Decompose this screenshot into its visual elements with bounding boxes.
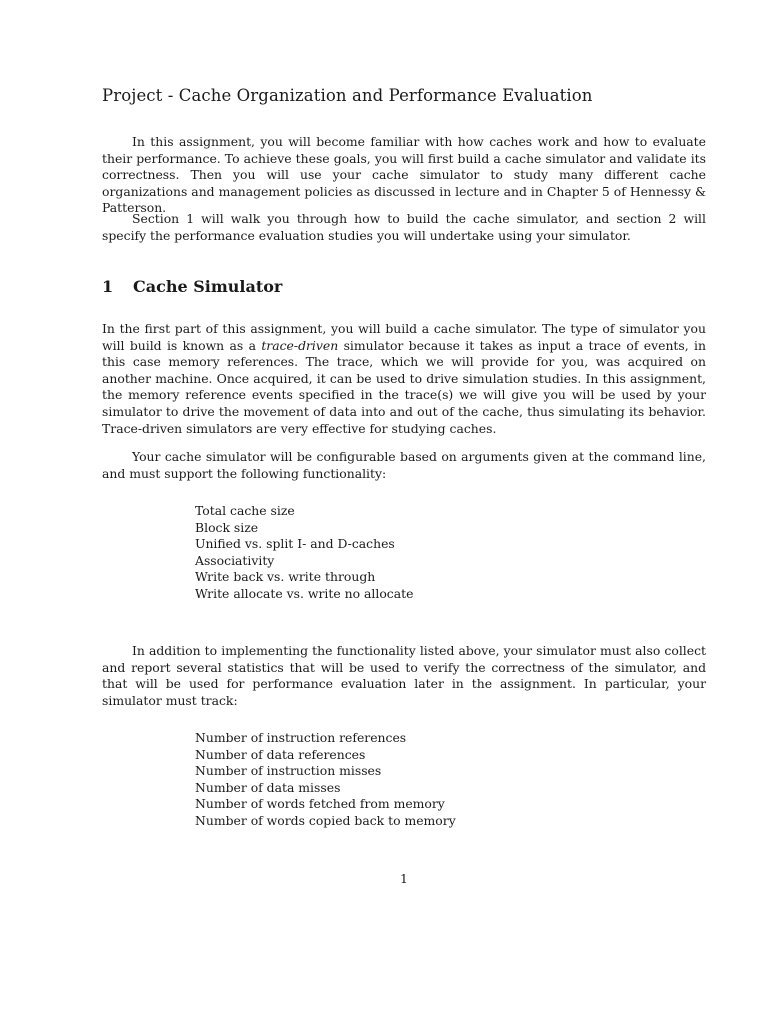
list-item: Number of instruction references	[195, 730, 407, 745]
paragraph-text: In the first part of this assignment, you will build a cache simulator. The type of simulator you will build is known as a	[102, 321, 706, 353]
body-paragraph: Your cache simulator will be configurable based on arguments given at the command line, and must support the following functionality:	[102, 449, 706, 481]
intro-paragraph: In this assignment, you will become familiar with how caches work and how to evaluate their performance. To achieve these goals, you will first build a cache simulator and validate its correctness. Then you will use your cache simulator to study many different cache organizations and management policies as discussed in lecture and in Chapter 5 of Hennessy & Patterson.	[102, 134, 706, 216]
body-paragraph: In addition to implementing the functionality listed above, your simulator must also collect and report several statistics that will be used to verify the correctness of the simulator, and that will be used for performance evaluation later in the assignment. In particular, your simulator must track:	[102, 643, 706, 708]
list-item: Number of words fetched from memory	[195, 796, 445, 812]
intro-paragraph: Section 1 will walk you through how to build the cache simulator, and section 2 will specify the performance evaluation studies you will undertake using your simulator.	[102, 211, 706, 243]
list-item: Associativity	[195, 552, 275, 568]
list-item: Block size	[195, 519, 259, 535]
list-item: Write back vs. write through	[195, 569, 376, 585]
list-item: Unified vs. split I- and D-caches	[195, 536, 395, 552]
emphasis-text: trace-driven	[261, 337, 339, 353]
list-item: Number of data misses	[195, 779, 341, 795]
page-number: 1	[400, 871, 408, 886]
document-page	[102, 0, 706, 1024]
list-item: Total cache size	[195, 503, 295, 518]
list-item: Number of data references	[195, 746, 366, 762]
section-heading	[102, 277, 282, 296]
paragraph-text: simulator because it takes as input a trace of events, in this case memory references. The trace, which we will provide for you, was acquired on another machine. Once acquired, it can be used to drive simulation studies. In this assignment, the memory reference events specified in the trace(s) we will give you will be used by your simulator to drive the movement of data into and out of the cache, thus simulating its behavior. Trace-driven simulators are very effective for studying caches.	[102, 337, 706, 436]
document-title: Project - Cache Organization and Performance Evaluation	[102, 86, 593, 105]
body-paragraph	[102, 321, 706, 437]
statistics-list	[195, 730, 456, 830]
list-item: Write allocate vs. write no allocate	[195, 585, 414, 601]
list-item: Number of words copied back to memory	[195, 812, 456, 828]
section-title: Cache Simulator	[133, 277, 283, 296]
functionality-list	[195, 503, 413, 603]
section-number: 1	[102, 277, 114, 296]
list-item: Number of instruction misses	[195, 763, 382, 779]
